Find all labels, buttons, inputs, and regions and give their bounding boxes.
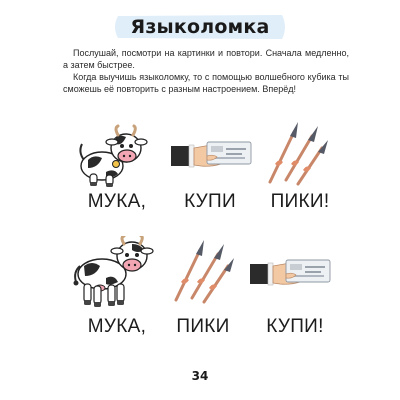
spears-icon xyxy=(166,238,236,304)
page-number: 34 xyxy=(191,369,209,383)
intro-paragraph-2: Когда выучишь языколомку, то с помощью волшебного кубика ты сможешь её повторить с разным настроением. Вперёд! xyxy=(63,72,349,94)
caption-row1-item1: МУКА, xyxy=(87,191,147,212)
caption-row2-item2: ПИКИ xyxy=(176,316,230,337)
caption-row2-item3: КУПИ! xyxy=(266,316,324,337)
spears-icon xyxy=(260,120,330,186)
hand-card-icon xyxy=(171,136,255,172)
caption-row1-item2: КУПИ xyxy=(184,191,236,212)
intro-text xyxy=(63,47,349,95)
hand-card-icon xyxy=(250,254,334,290)
cow-icon xyxy=(70,236,156,308)
intro-paragraph-1: Послушай, посмотри на картинки и повтори. Сначала медленно, а затем быстрее. xyxy=(63,48,349,70)
title-banner xyxy=(110,11,290,43)
caption-row2-item1: МУКА, xyxy=(87,316,147,337)
page-title: Языколомка xyxy=(130,16,270,38)
caption-row1-item3: ПИКИ! xyxy=(270,191,330,212)
cow-icon xyxy=(76,122,150,188)
